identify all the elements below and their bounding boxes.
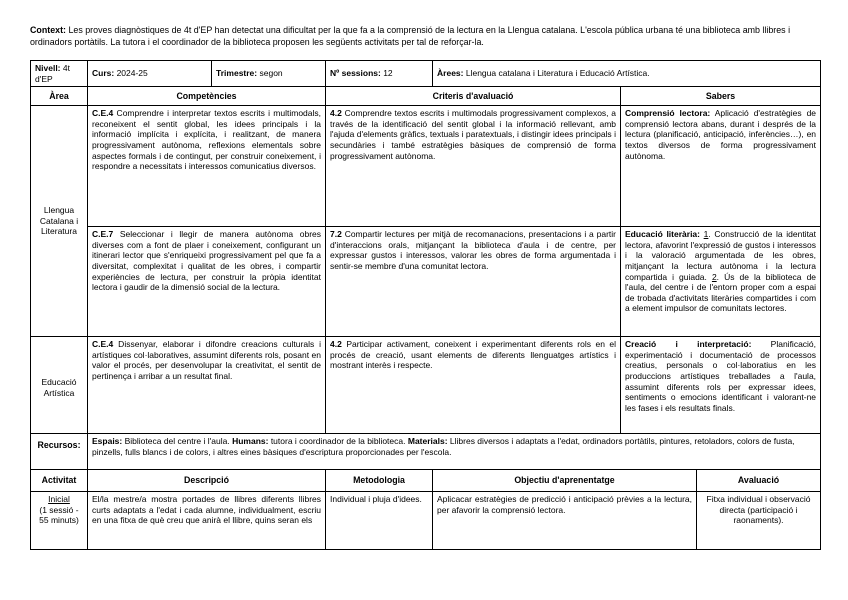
area-header: Àrea: [31, 87, 88, 106]
humans-label: Humans:: [232, 436, 269, 447]
competencia-text: Seleccionar i llegir de manera autònoma obres diverses com a font de plaer i coneixement, configurant un itinerari lector que s'enriqueixi progressivament pel que fa a diversitat, complexitat i qualitat de les obres, i compartir experiències de lectura, per construir la pròpia identitat lectora i gaudir de la dimensió social de la lectura.: [92, 229, 322, 293]
nivell-value: 4t d'EP: [35, 63, 70, 84]
espais-label: Espais:: [92, 436, 123, 447]
materials-text: Llibres diversos i adaptats a l'edat, ordinadors portàtils, pintures, retoladors, colors de fusta, pinzells, fulls blancs i de colors, i altres eines bàsiques d'escriptura proporcionades per l'escola.: [92, 436, 795, 457]
curs-cell: [88, 61, 212, 87]
activitat-cell: [31, 492, 88, 550]
saber-text: . Ús de la biblioteca de l'aula, del centre i de l'entorn proper com a espai de trobada d'activitats literàries compartides i com a element impulsor de comunitats lectores.: [625, 271, 817, 314]
criteri-text: Participar activament, coneixent i experimentant diferents rols en el procés de creació, usant elements de diferents llenguatges artístics i mostrant interès i respecte.: [330, 339, 617, 371]
avaluacio-header: Avaluació: [697, 470, 821, 492]
arees-value: Llengua catalana i Literatura i Educació Artística.: [463, 68, 650, 79]
trimestre-label: Trimestre:: [216, 68, 258, 79]
curs-value: 2024-25: [114, 68, 148, 79]
table-row: [31, 337, 821, 434]
competencies-header: Competències: [88, 87, 326, 106]
activity-row: [31, 492, 821, 550]
criteri-text: Comprendre textos escrits i multimodals progressivament complexos, a través de la identificació del sentit global i la informació rellevant, amb l'ajuda d'elements gràfics, textuals i paratextuals, i distingir idees principals i secundàries i també estratègies bàsiques de comprensió de forma progressivament autònoma.: [330, 108, 617, 161]
saber-text: . Construcció de la identitat lectora, afavorint l'expressió de gustos i interessos i la valoració argumentada de les obres, mitjançant la lectura autònoma i la lectura compartida i guiada.: [625, 229, 817, 282]
context-label: Context:: [30, 25, 66, 35]
competencia-cell: [88, 227, 326, 337]
descripcio-header: Descripció: [88, 470, 326, 492]
saber-label: Creació i interpretació:: [625, 339, 752, 350]
avaluacio-cell: Fitxa individual i observació directa (participació i raonaments).: [697, 492, 821, 550]
materials-label: Materials:: [407, 436, 448, 447]
context-text: Les proves diagnòstiques de 4t d'EP han detectat una dificultat per la que fa a la comprensió de la lectura en la Llengua catalana. L'escola pública urbana té una biblioteca amb llibres i ordinadors portàtils. La tutora i el coordinador de la biblioteca proposen les següents activitats per tal de reforçar-la.: [30, 25, 791, 47]
header-row: [31, 87, 821, 106]
saber-number: 2: [711, 271, 717, 282]
criteri-cell: [326, 106, 621, 227]
competencia-cell: [88, 337, 326, 434]
objectiu-header: Objectiu d'aprenentatge: [433, 470, 697, 492]
activity-header-row: [31, 470, 821, 492]
metodologia-cell: Individual i pluja d'idees.: [326, 492, 433, 550]
nivell-cell: [31, 61, 88, 87]
criteri-cell: [326, 227, 621, 337]
recursos-row: [31, 434, 821, 470]
recursos-cell: [88, 434, 821, 470]
recursos-label: Recursos:: [31, 434, 88, 470]
competencia-cell: [88, 106, 326, 227]
metodologia-header: Metodologia: [326, 470, 433, 492]
criteri-label: 7.2: [330, 229, 342, 240]
saber-text: Aplicació d'estratègies de comprensió lectora abans, durant i després de la lectura (planificació, anticipació, inferències…), en textos diversos de forma progressivament autònoma.: [625, 108, 817, 161]
espais-text: Biblioteca del centre i l'aula.: [122, 436, 233, 447]
competencia-text: Dissenyar, elaborar i difondre creacions culturals i artístiques col·laboratives, assumint diferents rols, posant en valor el procés, per desenvolupar la creativitat, el sentit de pertinença i arribar a un resultat final.: [92, 339, 322, 381]
sessions-value: 12: [380, 68, 393, 79]
context-paragraph: [30, 24, 820, 48]
competencia-label: C.E.7: [92, 229, 114, 240]
humans-text: tutora i coordinador de la biblioteca.: [268, 436, 408, 447]
table-row: [31, 227, 821, 337]
nivell-label: Nivell:: [35, 63, 61, 73]
saber-cell: [621, 106, 821, 227]
curs-label: Curs:: [92, 68, 115, 79]
saber-cell: [621, 227, 821, 337]
info-row: [31, 61, 821, 87]
sessions-cell: [326, 61, 433, 87]
saber-cell: [621, 337, 821, 434]
trimestre-cell: [212, 61, 326, 87]
arees-cell: [433, 61, 821, 87]
saber-label: Educació literària:: [625, 229, 700, 240]
saber-text: Planificació, experimentació i documentació de processos creatius, personals o col·laboratius en les produccions artístiques treballades a l'aula, assumint diferents rols per expressar idees, sentiments o emocions identificant i valorant-ne les fases i els resultats finals.: [625, 339, 817, 413]
criteri-label: 4.2: [330, 108, 342, 119]
sabers-header: Sabers: [621, 87, 821, 106]
objectiu-cell: Aplicacar estratègies de predicció i anticipació prèvies a la lectura, per afavorir la comprensió lectora.: [433, 492, 697, 550]
competencia-text: Comprendre i interpretar textos escrits i multimodals, reconeixent el sentit global, les idees principals i la informació implícita i explícita, i realitzant, de manera progressivament autònoma, reflexions elementals sobre aspectes formals i de contingut, per construir coneixement, i respondre a necessitats i interessos comunicatius diversos.: [92, 108, 322, 172]
saber-number: 1: [703, 229, 709, 240]
sessions-label: Nº sessions:: [330, 68, 381, 79]
table-row: [31, 106, 821, 227]
activitat-name: Inicial: [48, 494, 70, 505]
activitat-header: Activitat: [31, 470, 88, 492]
trimestre-value: segon: [257, 68, 283, 79]
competencia-label: C.E.4: [92, 339, 114, 350]
criteris-header: Criteris d'avaluació: [326, 87, 621, 106]
descripcio-cell: El/la mestre/a mostra portades de llibres diferents llibres curts adaptats a l'edat i cada alumne, individualment, escriu en una fitxa de què creu que anirà el llibre, quins seran els: [88, 492, 326, 550]
criteri-label: 4.2: [330, 339, 342, 350]
criteri-text: Compartir lectures per mitjà de recomanacions, presentacions i a partir d'interaccions orals, mitjançant la biblioteca d'aula i de centre, per expressar gustos i interessos, valorar les obres de forma argumentada i sentir-se membre d'una comunitat lectora.: [330, 229, 617, 271]
competencia-label: C.E.4: [92, 108, 114, 119]
area-artistica: Educació Artística: [31, 337, 88, 434]
saber-label: Comprensió lectora:: [625, 108, 711, 119]
arees-label: Àrees:: [437, 68, 464, 79]
area-llengua: Llengua Catalana i Literatura: [31, 106, 88, 337]
planning-table: [30, 60, 821, 550]
activitat-duration: (1 sessió - 55 minuts): [39, 504, 79, 526]
criteri-cell: [326, 337, 621, 434]
